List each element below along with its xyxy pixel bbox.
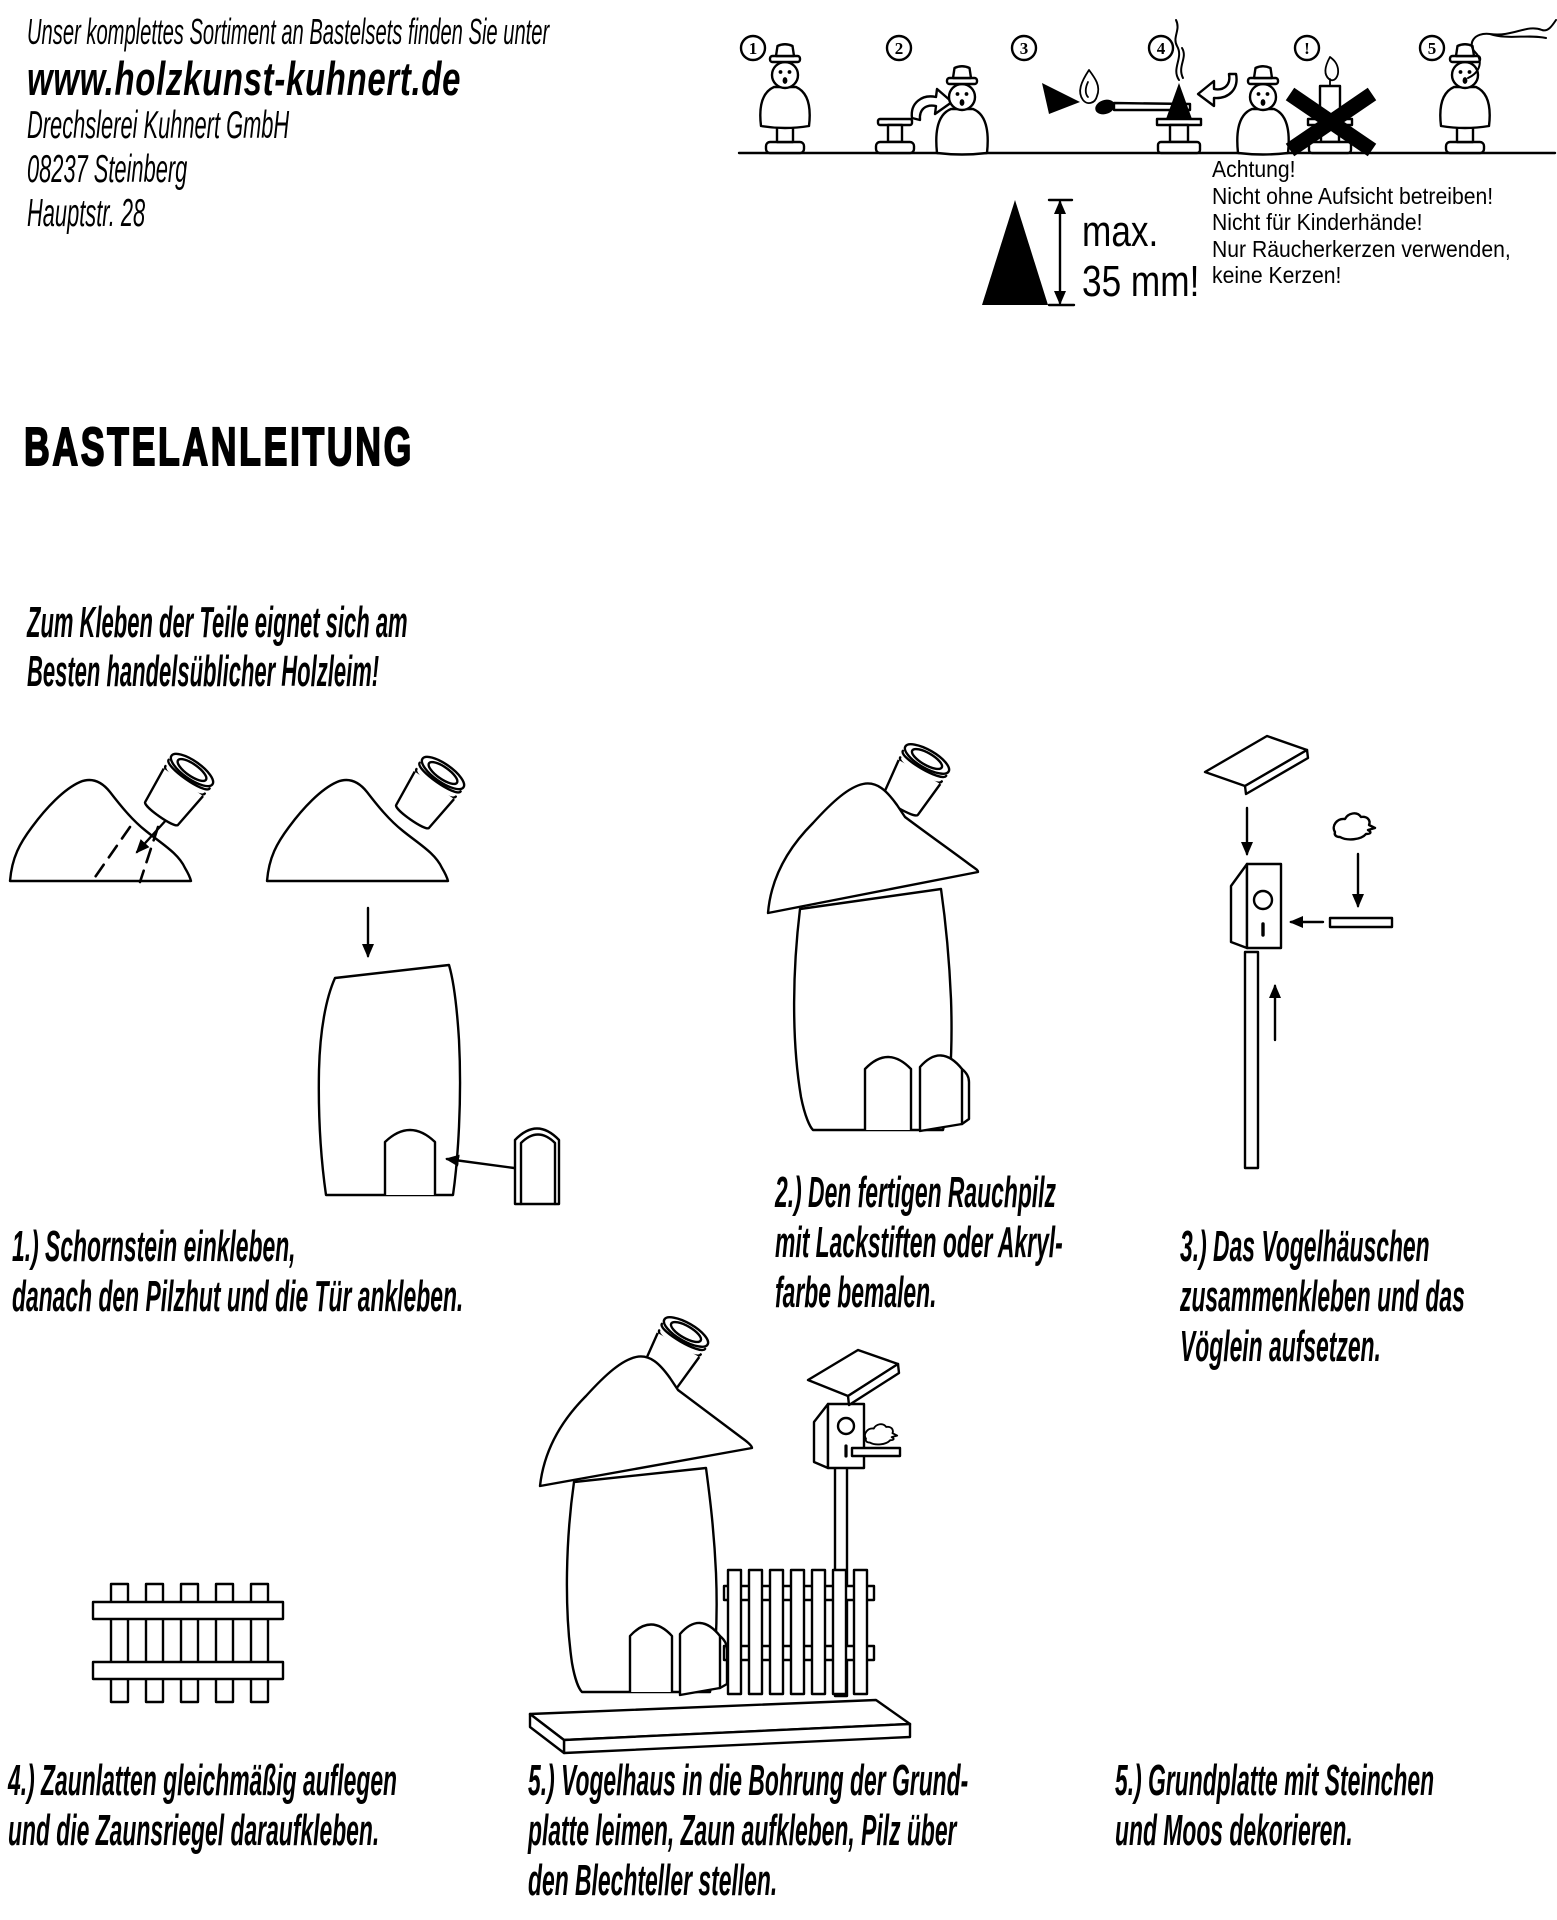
warning-line: Achtung! <box>1212 156 1296 182</box>
step1-illustration-chimney-cap-door <box>8 730 568 1210</box>
page-title: BASTELANLEITUNG <box>24 417 415 477</box>
step5-line: 5.) Vogelhaus in die Bohrung der Grund- <box>528 1756 969 1805</box>
bird-piece <box>1334 813 1375 839</box>
open-door <box>920 1055 969 1131</box>
svg-text:!: ! <box>1304 39 1310 58</box>
svg-text:4: 4 <box>1156 39 1166 58</box>
step2-illustration-finished-mushroom <box>755 737 1020 1137</box>
mushroom-house <box>540 1312 752 1695</box>
birdhouse-roof-piece <box>1205 736 1308 794</box>
usage-pictogram-strip <box>690 10 1557 160</box>
mushroom-cap-with-chimney <box>267 751 469 881</box>
finished-scene-illustration <box>518 1318 1043 1763</box>
warning-line: Nur Räucherkerzen verwenden, <box>1212 235 1511 262</box>
step4-illustration-fence <box>85 1572 290 1717</box>
step2-line: 2.) Den fertigen Rauchpilz <box>775 1168 1056 1217</box>
max-label: max. <box>1082 207 1159 256</box>
door-piece <box>515 1129 559 1205</box>
mushroom-body-with-door-opening <box>319 965 460 1195</box>
step1-text <box>12 1222 880 1322</box>
warning-line: Nicht für Kinderhände! <box>1212 209 1423 235</box>
step3-text <box>1180 1222 1557 1372</box>
step5b-line: 5.) Grundplatte mit Steinchen <box>1115 1756 1435 1805</box>
pictogram-step4-smoking-cone-icon <box>1149 20 1289 155</box>
max-value: 35 mm! <box>1082 257 1200 306</box>
header-intro-line: Unser komplettes Sortiment an Bastelsets finden Sie unter <box>27 11 550 52</box>
svg-text:2: 2 <box>894 39 904 58</box>
glue-note-line: Besten handelsüblicher Holzleim! <box>27 647 380 696</box>
pictogram-step5-smoking-figure-icon <box>1420 20 1556 153</box>
pictogram-step2-open-figure-icon <box>876 36 988 155</box>
glue-note-line: Zum Kleben der Teile eignet sich am <box>27 598 408 647</box>
glue-note <box>27 598 788 696</box>
step2-line: mit Lackstiften oder Akryl- <box>775 1218 1063 1267</box>
max-height-note <box>1082 207 1229 307</box>
svg-text:5: 5 <box>1427 39 1437 58</box>
step2-line: farbe bemalen. <box>775 1268 937 1317</box>
step1-line: danach den Pilzhut und die Tür ankleben. <box>12 1272 464 1321</box>
incense-cone-icon <box>982 200 1048 305</box>
warning-block <box>1212 156 1537 289</box>
step3-line: 3.) Das Vogelhäuschen <box>1180 1222 1430 1271</box>
step3-line: Vöglein aufsetzen. <box>1180 1322 1381 1371</box>
step3-illustration-birdhouse-assembly <box>1195 728 1430 1178</box>
postal-city: 08237 Steinberg <box>27 148 188 191</box>
svg-text:3: 3 <box>1019 39 1029 58</box>
website-link[interactable]: www.holzkunst-kuhnert.de <box>27 52 462 105</box>
street: Hauptstr. 28 <box>27 192 146 235</box>
pole-piece <box>1245 952 1258 1168</box>
pictogram-no-candle-warning-icon <box>1290 36 1372 153</box>
warning-line: keine Kerzen! <box>1212 262 1342 288</box>
door-opening <box>865 1057 911 1130</box>
step5-line: den Blechteller stellen. <box>528 1856 778 1905</box>
fence <box>724 1570 874 1694</box>
pictogram-step1-assembled-smoker-icon <box>741 36 810 153</box>
step5-line: platte leimen, Zaun aufkleben, Pilz über <box>528 1806 957 1855</box>
warning-line: Nicht ohne Aufsicht betreiben! <box>1212 182 1494 209</box>
step5b-text <box>1115 1756 1557 1856</box>
step5b-line: und Moos dekorieren. <box>1115 1806 1353 1855</box>
svg-text:1: 1 <box>748 39 758 58</box>
step4-line: und die Zaunsriegel daraufkleben. <box>8 1806 380 1855</box>
step3-line: zusammenkleben und das <box>1180 1272 1465 1321</box>
mushroom-cap-with-insert-arrow <box>10 748 218 882</box>
base-plate <box>530 1700 910 1753</box>
birdhouse-box <box>1231 864 1281 948</box>
company-name: Drechslerei Kuhnert GmbH <box>27 104 290 147</box>
incense-cone-size-diagram <box>975 192 1075 314</box>
step1-line: 1.) Schornstein einkleben, <box>12 1222 296 1271</box>
perch-piece <box>1330 918 1392 927</box>
step4-line: 4.) Zaunlatten gleichmäßig auflegen <box>8 1756 398 1805</box>
mushroom-cap <box>768 783 978 913</box>
birdhouse-on-pole <box>808 1350 900 1468</box>
